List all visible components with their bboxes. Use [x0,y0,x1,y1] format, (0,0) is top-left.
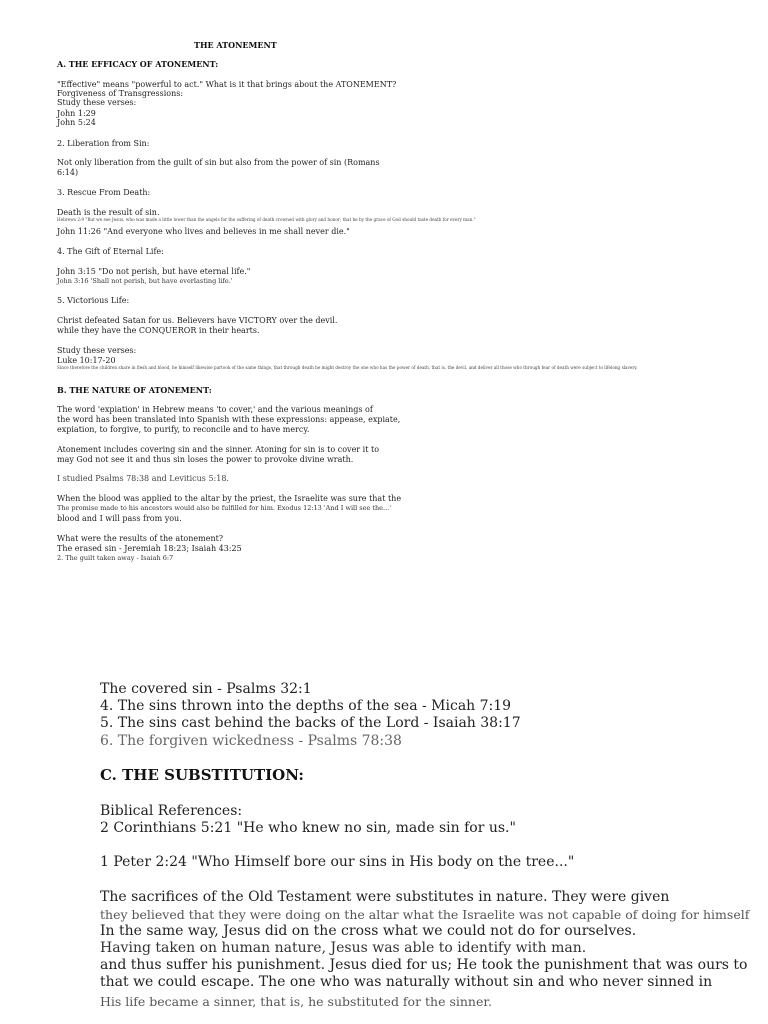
body-line: The word 'expiation' in Hebrew means 'to cover,' and the various meanings of [57,405,373,414]
point-title: 5. Victorious Life: [57,296,130,305]
body-line: they believed that they were doing on the altar what the Israelite was not capable of doing for himself [100,907,750,922]
body-line: the word has been translated into Spanish with these expressions: appease, expiate, [57,415,401,424]
body-line: What were the results of the atonement? [57,534,224,543]
body-line: blood and I will pass from you. [57,514,182,523]
intro-line: Forgiveness of Transgressions: [57,89,184,98]
result-item: 5. The sins cast behind the backs of the Lord - Isaiah 38:17 [100,715,521,731]
body-line: and thus suffer his punishment. Jesus died for us; He took the punishment that was ours to [100,957,748,973]
body-line: The promise made to his ancestors would also be fulfilled for him. Exodus 12:13 'And I will see the...' [57,504,391,512]
body-line: while they have the CONQUEROR in their hearts. [57,326,260,335]
result-item: The erased sin - Jeremiah 18:23; Isaiah 43:25 [57,544,242,553]
verse-reference: Luke 10:17-20 [57,356,116,365]
result-item: 6. The forgiven wickedness - Psalms 78:38 [100,733,402,749]
body-line: Christ defeated Satan for us. Believers have VICTORY over the devil. [57,316,338,325]
result-item: The covered sin - Psalms 32:1 [100,681,312,697]
intro-line: Study these verses: [57,98,137,107]
point-title: 4. The Gift of Eternal Life: [57,247,164,256]
body-line: The sacrifices of the Old Testament were substitutes in nature. They were given [100,889,670,905]
verse-quote: Since therefore the children share in flesh and blood, he himself likewise partook of the same things, that through death he might destroy the one who has the power of death, that is, the devil, and deliver all those who through fear of death were subject to lifelong slavery. [57,365,638,370]
body-line: Study these verses: [57,346,137,355]
body-line: 6:14) [57,168,79,177]
page-title: THE ATONEMENT [194,40,277,50]
body-line: Having taken on human nature, Jesus was able to identify with man. [100,940,587,956]
body-line: When the blood was applied to the altar by the priest, the Israelite was sure that the [57,494,402,503]
body-line: John 11:26 "And everyone who lives and believes in me shall never die." [57,227,350,236]
verse-reference: John 5:24 [57,118,96,127]
body-line: John 3:15 "Do not perish, but have eternal life." [57,267,251,276]
intro-line: "Effective" means "powerful to act." What is it that brings about the ATONEMENT? [57,80,397,89]
body-line: I studied Psalms 78:38 and Leviticus 5:18. [57,474,229,483]
body-line: His life became a sinner, that is, he substituted for the sinner. [100,994,492,1009]
references-title: Biblical References: [100,803,243,819]
section-a-heading: A. THE EFFICACY OF ATONEMENT: [57,59,219,69]
body-line: Death is the result of sin. [57,208,160,217]
body-line: expiation, to forgive, to purify, to reconcile and to have mercy. [57,425,310,434]
body-line: may God not see it and thus sin loses the power to provoke divine wrath. [57,455,354,464]
body-line: that we could escape. The one who was naturally without sin and who never sinned in [100,974,713,990]
section-b-heading: B. THE NATURE OF ATONEMENT: [57,385,212,395]
point-title: 2. Liberation from Sin: [57,139,150,148]
section-c-heading: C. THE SUBSTITUTION: [100,766,304,784]
result-item: 2. The guilt taken away - Isaiah 6:7 [57,554,174,562]
result-item: 4. The sins thrown into the depths of the sea - Micah 7:19 [100,698,512,714]
verse-quote: Hebrews 2:9 "But we see Jesus, who was made a little lower than the angels for the suffering of death crowned with glory and honor; that he by the grace of God should taste death for every man." [57,217,476,222]
body-line: In the same way, Jesus did on the cross what we could not do for ourselves. [100,923,637,939]
verse-reference: 2 Corinthians 5:21 "He who knew no sin, made sin for us." [100,820,516,836]
body-line: John 3:16 'Shall not perish, but have everlasting life.' [57,277,233,285]
body-line: Atonement includes covering sin and the sinner. Atoning for sin is to cover it to [57,445,380,454]
verse-reference: 1 Peter 2:24 "Who Himself bore our sins in His body on the tree..." [100,854,575,870]
body-line: Not only liberation from the guilt of sin but also from the power of sin (Romans [57,158,380,167]
verse-reference: John 1:29 [57,109,96,118]
point-title: 3. Rescue From Death: [57,188,151,197]
